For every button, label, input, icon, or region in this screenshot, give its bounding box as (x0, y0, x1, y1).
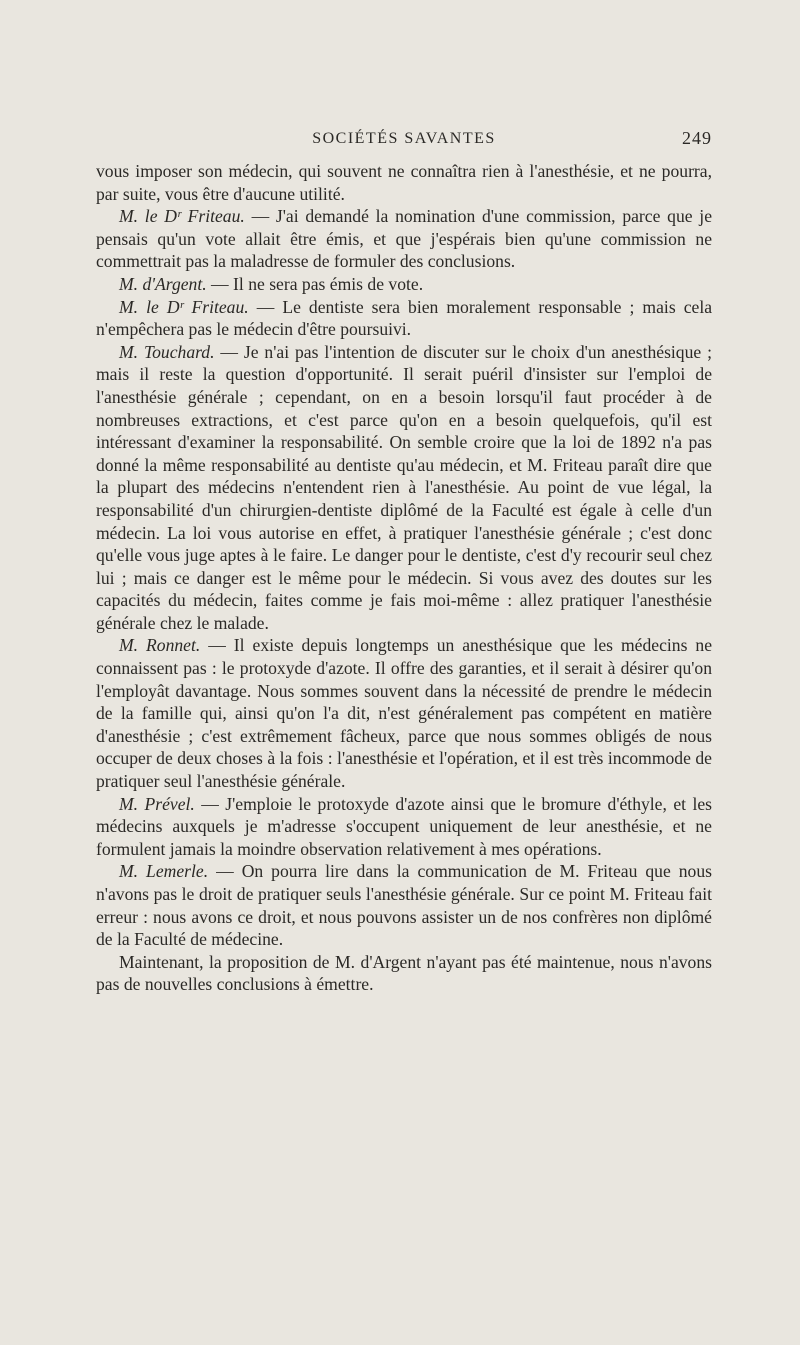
paragraph (96, 205, 712, 273)
paragraph-text: Maintenant, la proposition de M. d'Argent n'ayant pas été maintenue, nous n'avons pas de nouvelles conclusions à émettre. (96, 951, 712, 995)
page-number: 249 (682, 128, 712, 148)
paragraph (96, 296, 712, 341)
speaker-name: M. d'Argent. (119, 273, 207, 294)
paragraph (96, 951, 712, 996)
paragraph-text: vous imposer son médecin, qui souvent ne connaîtra rien à l'anesthésie, et ne pourra, par suite, vous être d'aucune utilité. (96, 161, 712, 204)
speaker-name: M. Touchard. (119, 341, 215, 362)
paragraph-text: — On pourra lire dans la communication de M. Friteau que nous n'avons pas le droit de pratiquer seuls l'anesthésie générale. Sur ce point M. Friteau fait erreur : nous avons ce droit, et nous pouvons assister un de nos confrères non diplômé de la Faculté de médecine. (96, 861, 712, 950)
speaker-name: M. Prével. (119, 793, 195, 814)
paragraph (96, 793, 712, 861)
body-text (96, 160, 712, 996)
paragraph-text: — Je n'ai pas l'intention de discuter sur le choix d'un anesthésique ; mais il reste la question d'opportunité. Il serait puéril d'insister sur l'emploi de l'anesthésie générale ; cependant, on en a besoin lorsqu'il faut procéder à de nombreuses extractions, et c'est parce qu'on en a besoin quelquefois, qu'il est intéressant d'examiner la responsabilité. On semble croire que la loi de 1892 n'a pas donné la même responsabilité au dentiste qu'au médecin, et M. Friteau paraît dire que la plupart des médecins n'entendent rien à l'anesthésie. Au point de vue légal, la responsabilité d'un chirurgien-dentiste diplômé de la Faculté est égale à celle d'un médecin. La loi vous autorise en effet, à pratiquer l'anesthésie générale ; c'est donc qu'elle vous juge aptes à le faire. Le danger pour le dentiste, c'est d'y recourir seul chez lui ; mais ce danger est le même pour le médecin. Si vous avez des doutes sur les capacités du médecin, faites comme je fais moi-même : allez pratiquer l'anesthésie générale chez le malade. (96, 341, 712, 633)
paragraph-text: — Il existe depuis longtemps un anesthésique que les médecins ne connaissent pas : le protoxyde d'azote. Il offre des garanties, et il serait à désirer qu'on l'employât davantage. Nous sommes souvent dans la nécessité de prendre le médecin de la famille qui, ainsi qu'on l'a dit, n'est généralement pas compétent en matière d'anesthésie ; c'est extrêmement fâcheux, parce que nous sommes obligés de nous occuper de deux choses à la fois : l'anesthésie et l'opération, et il est très incommode de pratiquer seul l'anesthésie générale. (96, 635, 713, 792)
speaker-name: M. Lemerle. (119, 861, 209, 882)
paragraph (96, 341, 712, 635)
speaker-name: M. le Dʳ Friteau. (119, 296, 249, 317)
paragraph (96, 634, 712, 792)
paragraph-text: — Il ne sera pas émis de vote. (206, 273, 424, 294)
paragraph-text: — J'emploie le protoxyde d'azote ainsi que le bromure d'éthyle, et les médecins auxquels je m'adresse s'occupent uniquement de leur anesthésie, et ne formulent jamais la moindre observation relativement à mes opérations. (96, 793, 713, 859)
paragraph (96, 160, 712, 205)
paragraph-text: — Le dentiste sera bien moralement responsable ; mais cela n'empêchera pas le médecin d'être poursuivi. (96, 296, 713, 340)
speaker-name: M. le Dʳ Friteau. (119, 206, 245, 227)
speaker-name: M. Ronnet. (119, 635, 201, 656)
running-title: SOCIÉTÉS SAVANTES (312, 130, 496, 147)
paragraph-text: — J'ai demandé la nomination d'une commission, parce que je pensais qu'un vote allait être émis, et que j'espérais bien qu'une commission ne commettrait pas la maladresse de formuler des conclusions. (96, 206, 713, 272)
paragraph (96, 273, 712, 296)
page-header (96, 128, 712, 152)
paragraph (96, 860, 712, 950)
